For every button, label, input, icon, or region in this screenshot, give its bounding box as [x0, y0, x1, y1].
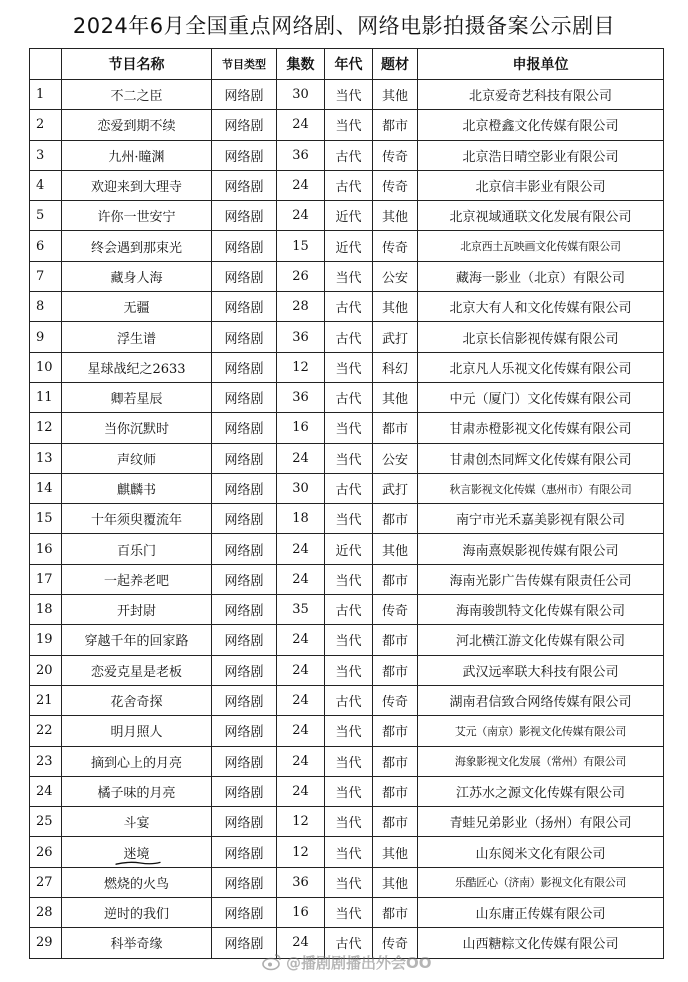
cell-name: 逆时的我们: [62, 898, 212, 928]
table-body: [30, 80, 664, 959]
cell-episodes: 36: [277, 867, 325, 897]
cell-type: 网络剧: [212, 473, 277, 503]
cell-no: 15: [30, 504, 62, 534]
cell-theme: 公安: [373, 261, 418, 291]
cell-type: 网络剧: [212, 898, 277, 928]
cell-no: 13: [30, 443, 62, 473]
table-row: [30, 170, 664, 200]
cell-unit: 南宁市光禾嘉美影视有限公司: [418, 504, 664, 534]
cell-episodes: 30: [277, 80, 325, 110]
cell-type: 网络剧: [212, 867, 277, 897]
cell-theme: 传奇: [373, 928, 418, 958]
cell-type: 网络剧: [212, 807, 277, 837]
cell-type: 网络剧: [212, 140, 277, 170]
cell-era: 当代: [325, 352, 373, 382]
table-row: [30, 534, 664, 564]
table-row: [30, 898, 664, 928]
cell-theme: 其他: [373, 292, 418, 322]
header-unit: 申报单位: [418, 49, 664, 80]
cell-no: 21: [30, 685, 62, 715]
cell-episodes: 24: [277, 534, 325, 564]
cell-unit: 山东阅米文化有限公司: [418, 837, 664, 867]
cell-type: 网络剧: [212, 928, 277, 958]
cell-unit: 湖南君信致合网络传媒有限公司: [418, 685, 664, 715]
header-type: 节目类型: [212, 49, 277, 80]
cell-theme: 其他: [373, 867, 418, 897]
cell-no: 29: [30, 928, 62, 958]
cell-name: 麒麟书: [62, 473, 212, 503]
cell-type: 网络剧: [212, 625, 277, 655]
cell-type: 网络剧: [212, 382, 277, 412]
table-row: [30, 201, 664, 231]
cell-unit: 北京视域通联文化发展有限公司: [418, 201, 664, 231]
cell-theme: 其他: [373, 80, 418, 110]
cell-episodes: 24: [277, 776, 325, 806]
cell-name: 恋爱到期不续: [62, 110, 212, 140]
cell-theme: 武打: [373, 473, 418, 503]
cell-name: 当你沉默时: [62, 413, 212, 443]
cell-era: 古代: [325, 322, 373, 352]
cell-episodes: 36: [277, 322, 325, 352]
cell-type: 网络剧: [212, 80, 277, 110]
table-row: [30, 837, 664, 867]
header-name: 节目名称: [62, 49, 212, 80]
cell-unit: 江苏水之源文化传媒有限公司: [418, 776, 664, 806]
cell-name: 九州·瞳渊: [62, 140, 212, 170]
cell-episodes: 24: [277, 110, 325, 140]
cell-unit: 北京浩日晴空影业有限公司: [418, 140, 664, 170]
cell-episodes: 16: [277, 413, 325, 443]
cell-era: 当代: [325, 867, 373, 897]
table-row: [30, 80, 664, 110]
cell-type: 网络剧: [212, 595, 277, 625]
cell-name: 许你一世安宁: [62, 201, 212, 231]
cell-name: 十年须臾覆流年: [62, 504, 212, 534]
cell-episodes: 24: [277, 655, 325, 685]
table-row: [30, 867, 664, 897]
cell-era: 古代: [325, 140, 373, 170]
filing-table: [29, 48, 664, 959]
cell-no: 28: [30, 898, 62, 928]
cell-no: 14: [30, 473, 62, 503]
cell-episodes: 28: [277, 292, 325, 322]
cell-episodes: 30: [277, 473, 325, 503]
cell-era: 当代: [325, 716, 373, 746]
cell-no: 5: [30, 201, 62, 231]
cell-episodes: 36: [277, 382, 325, 412]
cell-unit: 藏海一影业（北京）有限公司: [418, 261, 664, 291]
cell-era: 古代: [325, 382, 373, 412]
cell-unit: 海南熹娱影视传媒有限公司: [418, 534, 664, 564]
cell-unit: 中元（厦门）文化传媒有限公司: [418, 382, 664, 412]
cell-era: 当代: [325, 261, 373, 291]
cell-era: 古代: [325, 685, 373, 715]
title-text: 迷境: [123, 846, 150, 862]
cell-era: 当代: [325, 564, 373, 594]
cell-type: 网络剧: [212, 534, 277, 564]
cell-type: 网络剧: [212, 716, 277, 746]
cell-name: 摘到心上的月亮: [62, 746, 212, 776]
cell-theme: 传奇: [373, 595, 418, 625]
cell-type: 网络剧: [212, 170, 277, 200]
underlined-title: [123, 843, 149, 862]
cell-era: 当代: [325, 837, 373, 867]
cell-theme: 传奇: [373, 140, 418, 170]
cell-theme: 都市: [373, 110, 418, 140]
table-row: [30, 382, 664, 412]
cell-era: 当代: [325, 807, 373, 837]
cell-name: 欢迎来到大理寺: [62, 170, 212, 200]
cell-name: 穿越千年的回家路: [62, 625, 212, 655]
cell-theme: 都市: [373, 504, 418, 534]
cell-name: 斗宴: [62, 807, 212, 837]
table-row: [30, 746, 664, 776]
cell-era: 当代: [325, 80, 373, 110]
cell-name: 明月照人: [62, 716, 212, 746]
cell-name: 科举奇缘: [62, 928, 212, 958]
cell-type: 网络剧: [212, 110, 277, 140]
cell-unit: 山东庸正传媒有限公司: [418, 898, 664, 928]
header-era: 年代: [325, 49, 373, 80]
cell-no: 22: [30, 716, 62, 746]
cell-episodes: 36: [277, 140, 325, 170]
table-row: [30, 413, 664, 443]
cell-no: 3: [30, 140, 62, 170]
cell-no: 27: [30, 867, 62, 897]
cell-type: 网络剧: [212, 746, 277, 776]
cell-theme: 都市: [373, 655, 418, 685]
cell-episodes: 24: [277, 746, 325, 776]
cell-era: 当代: [325, 625, 373, 655]
cell-episodes: 26: [277, 261, 325, 291]
table-row: [30, 473, 664, 503]
table-row: [30, 322, 664, 352]
table-row: [30, 504, 664, 534]
table-row: [30, 140, 664, 170]
cell-unit: 北京橙鑫文化传媒有限公司: [418, 110, 664, 140]
cell-type: 网络剧: [212, 837, 277, 867]
table-row: [30, 776, 664, 806]
cell-theme: 传奇: [373, 685, 418, 715]
cell-type: 网络剧: [212, 201, 277, 231]
header-theme: 题材: [373, 49, 418, 80]
cell-unit: 海南骏凯特文化传媒有限公司: [418, 595, 664, 625]
cell-name: 百乐门: [62, 534, 212, 564]
cell-type: 网络剧: [212, 231, 277, 261]
cell-theme: 都市: [373, 564, 418, 594]
cell-theme: 都市: [373, 625, 418, 655]
table-row: [30, 625, 664, 655]
cell-episodes: 12: [277, 352, 325, 382]
cell-name: 燃烧的火鸟: [62, 867, 212, 897]
cell-era: 近代: [325, 534, 373, 564]
table-row: [30, 261, 664, 291]
cell-era: 当代: [325, 413, 373, 443]
cell-episodes: 16: [277, 898, 325, 928]
cell-unit: 北京爱奇艺科技有限公司: [418, 80, 664, 110]
cell-unit: 北京凡人乐视文化传媒有限公司: [418, 352, 664, 382]
table-row: [30, 564, 664, 594]
table-row: [30, 292, 664, 322]
cell-name: 声纹师: [62, 443, 212, 473]
header-episodes: 集数: [277, 49, 325, 80]
cell-no: 2: [30, 110, 62, 140]
cell-no: 10: [30, 352, 62, 382]
cell-episodes: 15: [277, 231, 325, 261]
cell-type: 网络剧: [212, 504, 277, 534]
watermark: [262, 948, 432, 976]
cell-episodes: 24: [277, 685, 325, 715]
cell-no: 11: [30, 382, 62, 412]
cell-no: 9: [30, 322, 62, 352]
table-row: [30, 110, 664, 140]
cell-episodes: 24: [277, 201, 325, 231]
cell-episodes: 24: [277, 928, 325, 958]
cell-no: 24: [30, 776, 62, 806]
table-row: [30, 595, 664, 625]
cell-no: 20: [30, 655, 62, 685]
cell-name: 花舍奇探: [62, 685, 212, 715]
cell-theme: 其他: [373, 382, 418, 412]
cell-no: 19: [30, 625, 62, 655]
cell-name: 终会遇到那束光: [62, 231, 212, 261]
cell-episodes: 12: [277, 837, 325, 867]
cell-no: 1: [30, 80, 62, 110]
cell-era: 当代: [325, 746, 373, 776]
cell-era: 当代: [325, 776, 373, 806]
cell-unit: 甘肃创杰同辉文化传媒有限公司: [418, 443, 664, 473]
cell-era: 古代: [325, 170, 373, 200]
cell-episodes: 24: [277, 564, 325, 594]
cell-theme: 都市: [373, 413, 418, 443]
cell-unit: 艾元（南京）影视文化传媒有限公司: [418, 716, 664, 746]
cell-name: 一起养老吧: [62, 564, 212, 594]
cell-theme: 武打: [373, 322, 418, 352]
cell-no: 4: [30, 170, 62, 200]
cell-unit: 海象影视文化发展（常州）有限公司: [418, 746, 664, 776]
cell-unit: 北京长信影视传媒有限公司: [418, 322, 664, 352]
cell-theme: 公安: [373, 443, 418, 473]
cell-episodes: 12: [277, 807, 325, 837]
cell-episodes: 24: [277, 170, 325, 200]
cell-theme: 都市: [373, 746, 418, 776]
cell-episodes: 24: [277, 716, 325, 746]
table-row: [30, 807, 664, 837]
cell-no: 16: [30, 534, 62, 564]
table-row: [30, 685, 664, 715]
cell-name: 星球战纪之2633: [62, 352, 212, 382]
table-row: [30, 352, 664, 382]
cell-era: 近代: [325, 231, 373, 261]
cell-era: 近代: [325, 201, 373, 231]
cell-no: 17: [30, 564, 62, 594]
cell-episodes: 24: [277, 443, 325, 473]
cell-type: 网络剧: [212, 413, 277, 443]
cell-unit: 北京西土瓦映画文化传媒有限公司: [418, 231, 664, 261]
cell-name: 开封尉: [62, 595, 212, 625]
cell-no: 26: [30, 837, 62, 867]
cell-theme: 其他: [373, 534, 418, 564]
handwritten-underline-icon: [115, 860, 161, 866]
cell-era: 古代: [325, 473, 373, 503]
cell-name: 恋爱克星是老板: [62, 655, 212, 685]
header-row: [30, 49, 664, 80]
document-title: 2024年6月全国重点网络剧、网络电影拍摄备案公示剧目: [72, 14, 616, 38]
cell-theme: 其他: [373, 201, 418, 231]
cell-era: 古代: [325, 928, 373, 958]
cell-name: 卿若星辰: [62, 382, 212, 412]
cell-era: 当代: [325, 655, 373, 685]
cell-no: 6: [30, 231, 62, 261]
cell-no: 12: [30, 413, 62, 443]
cell-name: 不二之臣: [62, 80, 212, 110]
cell-no: 7: [30, 261, 62, 291]
header-no: [30, 49, 62, 80]
table-row: [30, 655, 664, 685]
table-row: [30, 231, 664, 261]
weibo-logo-icon: [262, 953, 282, 971]
table-row: [30, 443, 664, 473]
cell-unit: 北京大有人和文化传媒有限公司: [418, 292, 664, 322]
table-header: [30, 49, 664, 80]
cell-era: 当代: [325, 110, 373, 140]
cell-theme: 科幻: [373, 352, 418, 382]
cell-unit: 北京信丰影业有限公司: [418, 170, 664, 200]
cell-type: 网络剧: [212, 564, 277, 594]
cell-name: 浮生谱: [62, 322, 212, 352]
cell-name: [62, 837, 212, 867]
cell-no: 23: [30, 746, 62, 776]
cell-unit: 乐酷匠心（济南）影视文化有限公司: [418, 867, 664, 897]
cell-theme: 传奇: [373, 170, 418, 200]
cell-name: 藏身人海: [62, 261, 212, 291]
cell-era: 当代: [325, 443, 373, 473]
cell-theme: 都市: [373, 716, 418, 746]
cell-unit: 山西糖粽文化传媒有限公司: [418, 928, 664, 958]
cell-unit: 甘肃赤橙影视文化传媒有限公司: [418, 413, 664, 443]
cell-unit: 海南光影广告传媒有限责任公司: [418, 564, 664, 594]
cell-unit: 青蛙兄弟影业（扬州）有限公司: [418, 807, 664, 837]
cell-theme: 都市: [373, 807, 418, 837]
cell-unit: 河北横江游文化传媒有限公司: [418, 625, 664, 655]
cell-no: 8: [30, 292, 62, 322]
cell-type: 网络剧: [212, 322, 277, 352]
cell-type: 网络剧: [212, 776, 277, 806]
cell-unit: 武汉远率联大科技有限公司: [418, 655, 664, 685]
cell-theme: 都市: [373, 898, 418, 928]
cell-type: 网络剧: [212, 352, 277, 382]
cell-type: 网络剧: [212, 443, 277, 473]
cell-era: 当代: [325, 898, 373, 928]
cell-theme: 都市: [373, 776, 418, 806]
cell-type: 网络剧: [212, 292, 277, 322]
cell-type: 网络剧: [212, 261, 277, 291]
cell-episodes: 24: [277, 625, 325, 655]
cell-no: 25: [30, 807, 62, 837]
cell-no: 18: [30, 595, 62, 625]
cell-era: 古代: [325, 595, 373, 625]
cell-era: 古代: [325, 292, 373, 322]
cell-theme: 其他: [373, 837, 418, 867]
cell-type: 网络剧: [212, 685, 277, 715]
cell-name: 无疆: [62, 292, 212, 322]
table-row: [30, 716, 664, 746]
cell-unit: 秋言影视文化传媒（惠州市）有限公司: [418, 473, 664, 503]
cell-theme: 传奇: [373, 231, 418, 261]
watermark-text: @播剧剧播出外会OO: [286, 953, 432, 972]
cell-episodes: 35: [277, 595, 325, 625]
cell-episodes: 18: [277, 504, 325, 534]
cell-name: 橘子味的月亮: [62, 776, 212, 806]
cell-era: 当代: [325, 504, 373, 534]
cell-type: 网络剧: [212, 655, 277, 685]
